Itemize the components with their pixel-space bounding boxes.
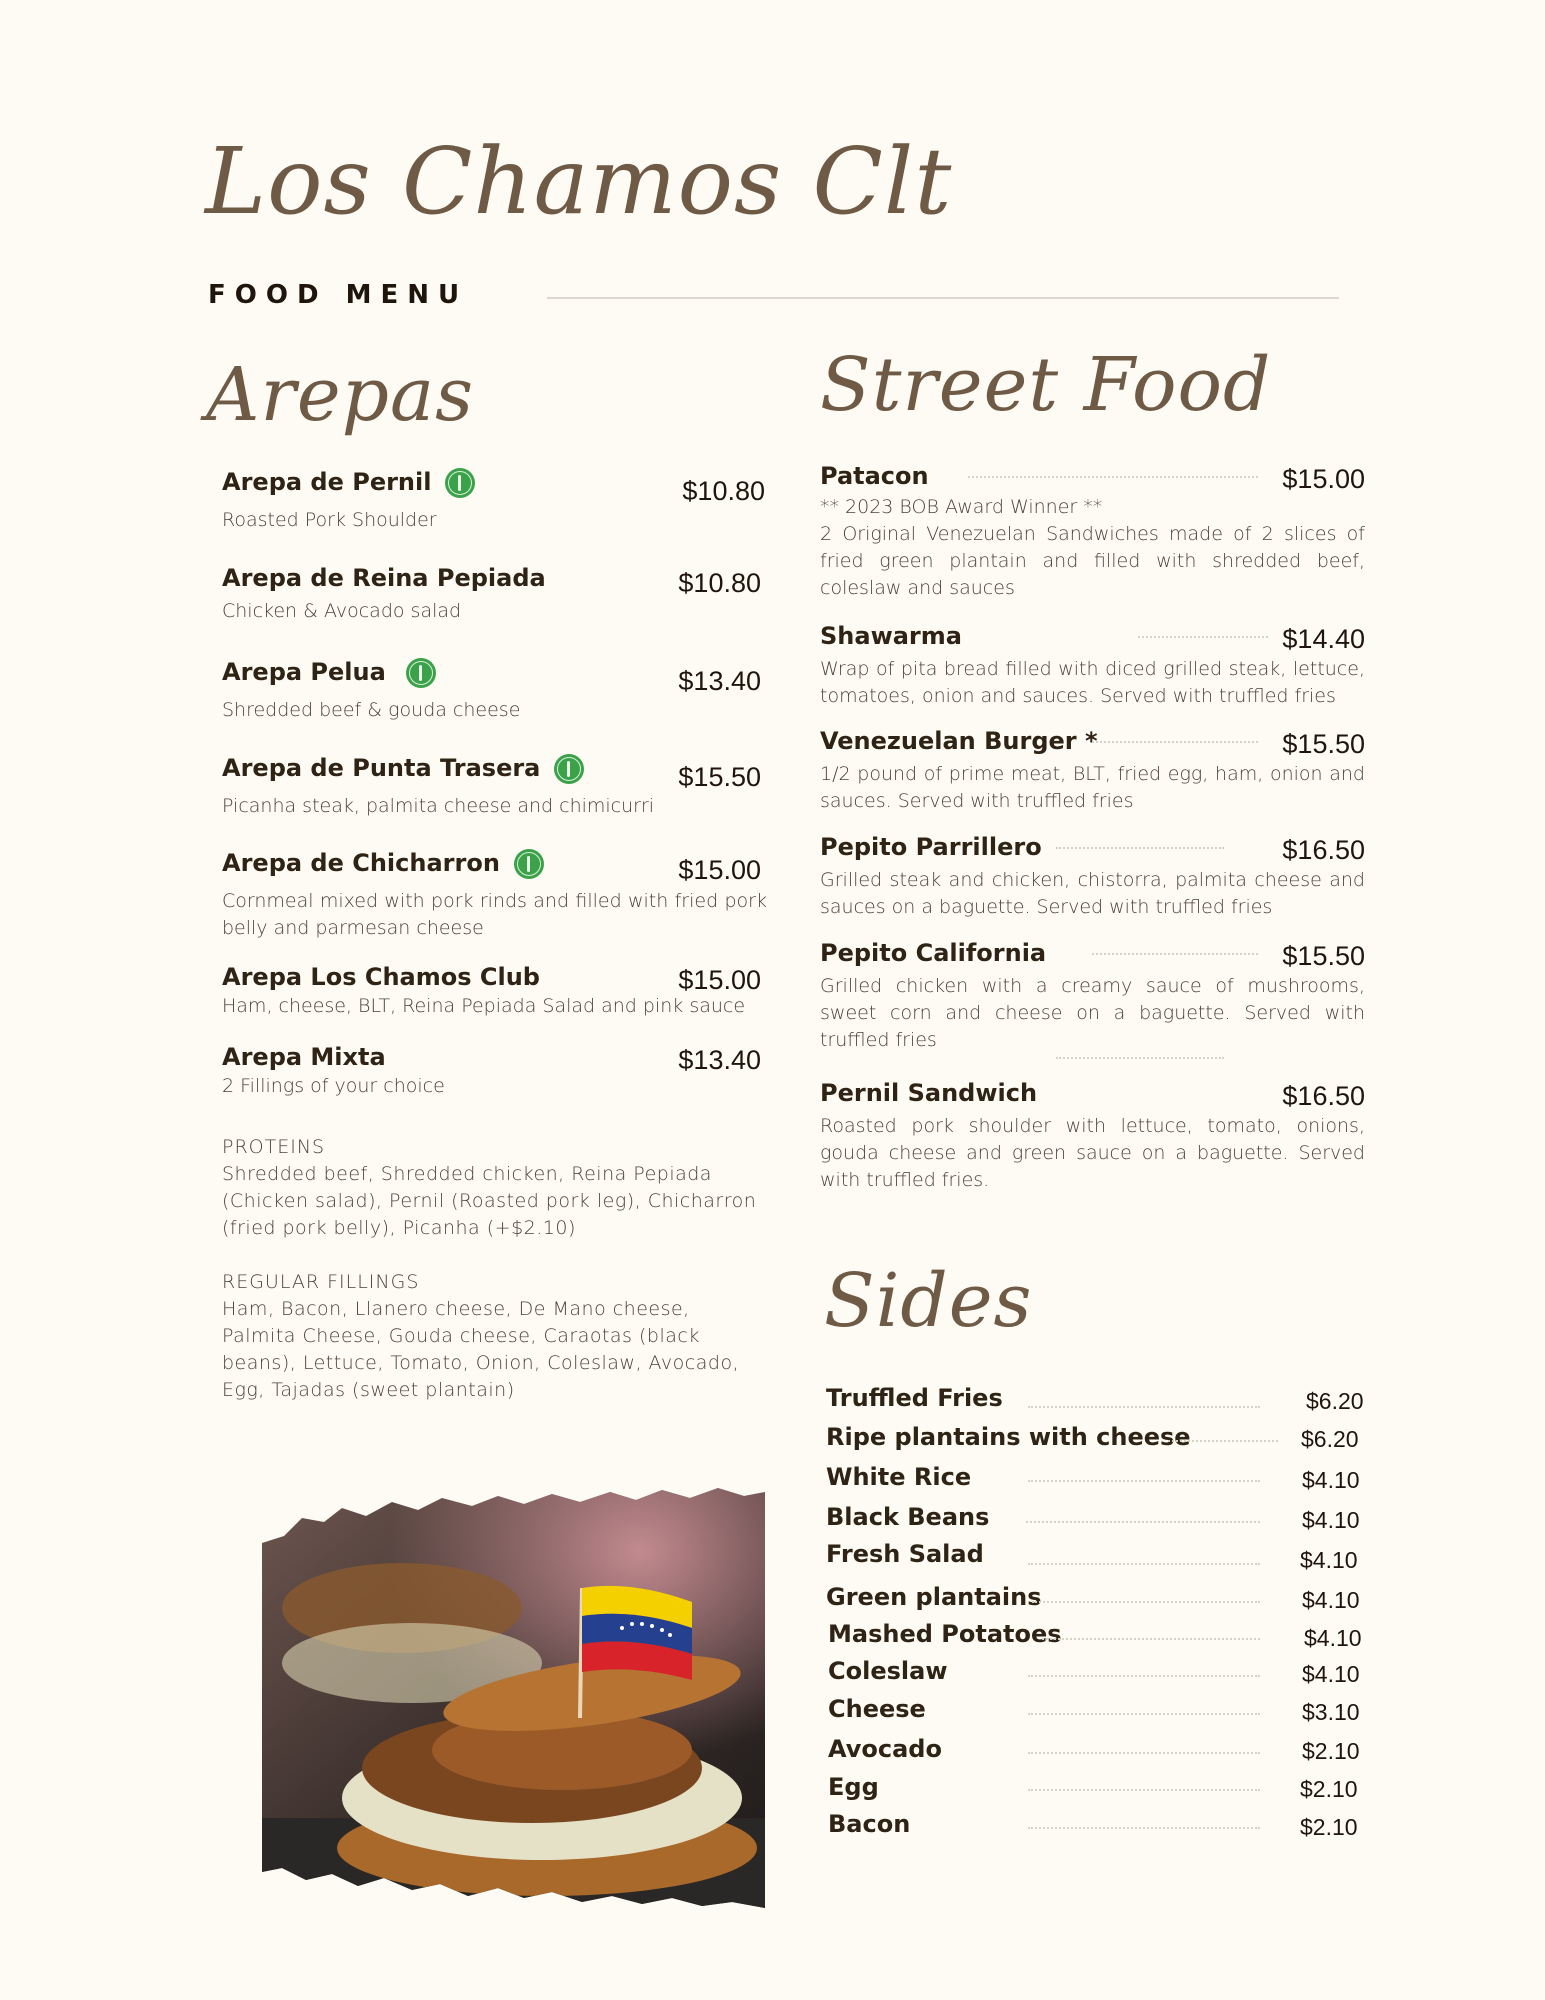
dot-leader: [1028, 1752, 1260, 1754]
side-item-price: $4.10: [1302, 1661, 1360, 1687]
proteins-block: [222, 1134, 767, 1242]
item-description: Cornmeal mixed with pork rinds and filled with fried pork belly and parmesan cheese: [222, 889, 767, 939]
item-name: Arepa de Punta Trasera: [222, 754, 541, 782]
menu-item: [222, 963, 767, 1020]
side-item-price: $2.10: [1302, 1738, 1360, 1764]
menu-item: [820, 833, 1365, 921]
dot-leader: [1028, 1713, 1260, 1715]
dot-leader: [1056, 847, 1224, 849]
menu-item: [820, 939, 1365, 1054]
item-price: $15.00: [678, 855, 761, 885]
menu-item: [222, 849, 767, 942]
dot-leader: [1028, 1406, 1260, 1408]
item-price: $13.40: [678, 666, 761, 696]
menu-item: [820, 622, 1365, 710]
side-item-price: $4.10: [1304, 1625, 1362, 1651]
side-item-name: Bacon: [828, 1810, 911, 1838]
fillings-text: Ham, Bacon, Llanero cheese, De Mano cheese, Palmita Cheese, Gouda cheese, Caraotas (black beans), Lettuce, Tomato, Onion, Coleslaw, Avocado, Egg, Tajadas (sweet plantain): [222, 1298, 740, 1401]
side-item-name: Green plantains: [826, 1583, 1042, 1611]
dot-leader: [1168, 1440, 1278, 1442]
arepas-section-title: Arepas: [206, 352, 475, 438]
menu-item: [222, 754, 767, 820]
dot-leader: [1092, 741, 1258, 743]
menu-item: [820, 462, 1365, 602]
fillings-block: [222, 1269, 767, 1404]
dot-leader: [1028, 1827, 1260, 1829]
item-name: Arepa Mixta: [222, 1043, 386, 1071]
item-price: $15.50: [678, 762, 761, 792]
side-item-name: Egg: [828, 1773, 879, 1801]
dot-leader: [1032, 1601, 1260, 1603]
dot-leader: [1028, 1563, 1260, 1565]
item-name: Patacon: [820, 462, 929, 490]
arepa-photo: [262, 1488, 765, 1908]
header-divider: [547, 297, 1339, 299]
menu-item: [222, 1043, 767, 1100]
item-name: Venezuelan Burger *: [820, 727, 1098, 755]
item-description: Ham, cheese, BLT, Reina Pepiada Salad and pink sauce: [222, 995, 746, 1017]
item-name: Arepa de Reina Pepiada: [222, 564, 546, 592]
side-item-price: $2.10: [1300, 1814, 1358, 1840]
sides-section-title: Sides: [824, 1258, 1033, 1344]
side-item-price: $4.10: [1300, 1547, 1358, 1573]
item-price: $14.40: [1282, 624, 1365, 654]
menu-label: FOOD MENU: [208, 280, 469, 310]
item-description: Grilled chicken with a creamy sauce of mushrooms, sweet corn and cheese on a baguette. Served with truffled fries: [820, 975, 1365, 1051]
item-price: $16.50: [1282, 835, 1365, 865]
item-price: $15.50: [1282, 941, 1365, 971]
dot-leader: [1028, 1480, 1260, 1482]
dot-leader: [1042, 1638, 1260, 1640]
dot-leader: [1028, 1789, 1260, 1791]
dot-leader: [1028, 1675, 1260, 1677]
side-item-name: Black Beans: [826, 1503, 990, 1531]
side-item-name: Mashed Potatoes: [828, 1620, 1062, 1648]
side-item-price: $3.10: [1302, 1699, 1360, 1725]
side-item-price: $4.10: [1302, 1587, 1360, 1613]
item-name: Pernil Sandwich: [820, 1079, 1038, 1107]
leaf-icon: [445, 468, 475, 498]
leaf-icon: [514, 849, 544, 879]
item-price: $15.50: [1282, 729, 1365, 759]
dot-leader: [1026, 1521, 1260, 1523]
item-name: Arepa de Pernil: [222, 468, 432, 496]
item-description: 1/2 pound of prime meat, BLT, fried egg, ham, onion and sauces. Served with truffled fries: [820, 763, 1365, 812]
item-price: $13.40: [678, 1045, 761, 1075]
side-item-name: Avocado: [828, 1735, 942, 1763]
item-price: $15.00: [1282, 464, 1365, 494]
item-description: Grilled steak and chicken, chistorra, palmita cheese and sauces on a baguette. Served with truffled fries: [820, 869, 1365, 918]
item-name: Pepito Parrillero: [820, 833, 1042, 861]
side-item-name: Ripe plantains with cheese: [826, 1423, 1191, 1451]
dot-leader: [1138, 636, 1268, 638]
side-item-name: Coleslaw: [828, 1657, 948, 1685]
item-name: Pepito California: [820, 939, 1047, 967]
side-item-price: $6.20: [1306, 1388, 1364, 1414]
item-name: Shawarma: [820, 622, 962, 650]
leaf-icon: [554, 754, 584, 784]
side-item-name: White Rice: [826, 1463, 972, 1491]
proteins-heading: PROTEINS: [222, 1136, 326, 1158]
item-price: $10.80: [682, 476, 765, 506]
menu-item: [820, 1079, 1365, 1194]
dot-leader: [968, 476, 1258, 478]
item-description: 2 Original Venezuelan Sandwiches made of 2 slices of fried green plantain and filled with shredded beef, coleslaw and sauces: [820, 523, 1365, 599]
side-item-price: $2.10: [1300, 1776, 1358, 1802]
restaurant-name: Los Chamos Clt: [205, 128, 953, 235]
item-price: $15.00: [678, 965, 761, 995]
side-item-price: $4.10: [1302, 1467, 1360, 1493]
side-item-name: Fresh Salad: [826, 1540, 984, 1568]
item-price: $16.50: [1282, 1081, 1365, 1111]
street-food-section-title: Street Food: [820, 342, 1272, 428]
item-description: Chicken & Avocado salad: [222, 600, 462, 622]
menu-item: [222, 658, 767, 724]
item-description: Roasted Pork Shoulder: [222, 508, 437, 531]
menu-item: [222, 564, 767, 625]
item-description: Picanha steak, palmita cheese and chimicurri: [222, 794, 655, 817]
dot-leader: [1092, 953, 1258, 955]
side-item-price: $4.10: [1302, 1507, 1360, 1533]
item-description: Wrap of pita bread filled with diced grilled steak, lettuce, tomatoes, onion and sauces. Served with truffled fries: [820, 658, 1365, 707]
menu-item: [820, 727, 1365, 815]
item-description: 2 Fillings of your choice: [222, 1075, 445, 1097]
award-note: ** 2023 BOB Award Winner **: [820, 496, 1103, 518]
fillings-heading: REGULAR FILLINGS: [222, 1271, 420, 1293]
item-name: Arepa Pelua: [222, 658, 386, 686]
item-description: Roasted pork shoulder with lettuce, tomato, onions, gouda cheese and green sauce on a baguette. Served with truffled fries.: [820, 1115, 1365, 1191]
side-item-price: $6.20: [1301, 1426, 1359, 1452]
item-name: Arepa Los Chamos Club: [222, 963, 540, 991]
item-name: Arepa de Chicharron: [222, 849, 500, 877]
leaf-icon: [406, 658, 436, 688]
menu-item: [222, 468, 767, 534]
item-price: $10.80: [678, 568, 761, 598]
dot-leader: [1056, 1057, 1224, 1059]
side-item-name: Cheese: [828, 1695, 926, 1723]
item-description: Shredded beef & gouda cheese: [222, 698, 521, 721]
side-item-name: Truffled Fries: [826, 1384, 1003, 1412]
proteins-text: Shredded beef, Shredded chicken, Reina Pepiada (Chicken salad), Pernil (Roasted pork leg), Chicharron (fried pork belly), Picanha (+$2.10): [222, 1163, 757, 1239]
